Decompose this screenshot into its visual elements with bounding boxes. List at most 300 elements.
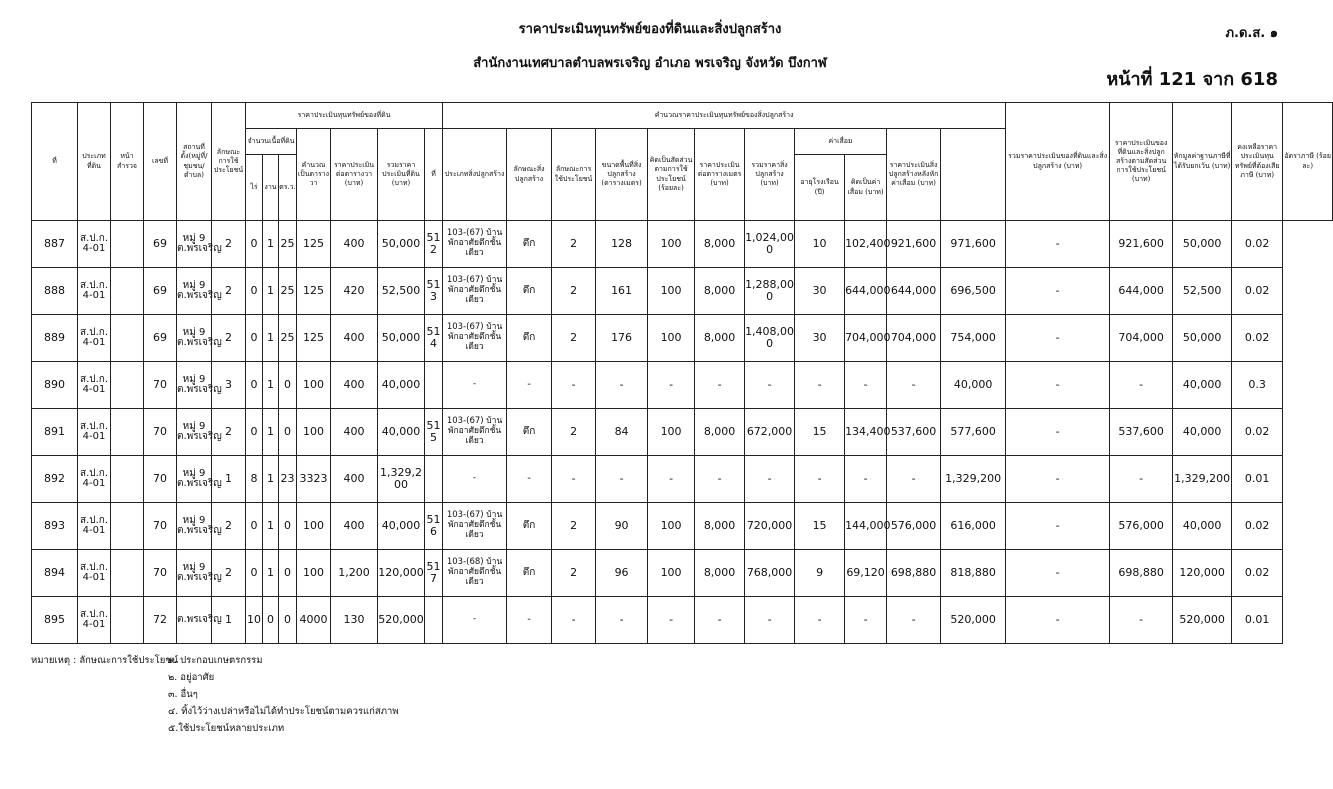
cell-bldg-char: ตึก [507, 221, 552, 268]
cell-bldg-no: 516 [425, 503, 443, 550]
cell-bldg-no: 515 [425, 409, 443, 456]
cell-no: 895 [32, 597, 78, 644]
cell-use-pct: - [648, 456, 695, 503]
cell-bldg-char: ตึก [507, 503, 552, 550]
cell-tax-rate: 0.02 [1232, 409, 1283, 456]
table-row [32, 362, 1333, 409]
cell-rai: 0 [246, 315, 263, 362]
cell-deduction: - [1110, 597, 1173, 644]
cell-bldg-char: ตึก [507, 409, 552, 456]
cell-tax-rate: 0.3 [1232, 362, 1283, 409]
cell-age: - [795, 362, 845, 409]
note-item: ๔. ทิ้งไว้ว่างเปล่าหรือไม่ได้ทำประโยชน์ตามควรแก่สภาพ [168, 706, 399, 717]
cell-use-type: 2 [212, 315, 246, 362]
cell-deduction: - [1110, 456, 1173, 503]
cell-wa: 0 [279, 597, 297, 644]
cell-land-type: ส.ป.ก. 4-01 [78, 503, 111, 550]
cell-deduction: 576,000 [1110, 503, 1173, 550]
col-header-bldg-char: ลักษณะสิ่งปลูกสร้าง [507, 129, 552, 221]
cell-location: หมู่ 9 ต.พรเจริญ [177, 550, 212, 597]
col-group-depreciation: ค่าเสื่อม [795, 129, 887, 155]
cell-price-per-sqm: 8,000 [695, 268, 745, 315]
col-header-price-per-sqwa: ราคาประเมินต่อตารางวา (บาท) [331, 129, 378, 221]
cell-bldg-type: 103-(67) บ้านพักอาศัยตึกชั้นเดียว [443, 268, 507, 315]
cell-bldg-char: - [507, 456, 552, 503]
cell-no: 893 [32, 503, 78, 550]
cell-number: 69 [144, 268, 177, 315]
table-row [32, 315, 1333, 362]
cell-use-ratio-value: - [1006, 362, 1110, 409]
cell-tax-rate: 0.02 [1232, 503, 1283, 550]
cell-wa: 25 [279, 221, 297, 268]
cell-bldg-total: 720,000 [745, 503, 795, 550]
cell-bldg-no: 517 [425, 550, 443, 597]
cell-use-type: 1 [212, 597, 246, 644]
cell-bldg-net: 698,880 [887, 550, 941, 597]
cell-bldg-char: ตึก [507, 268, 552, 315]
cell-survey-page [111, 315, 144, 362]
cell-bldg-use: - [552, 362, 596, 409]
cell-remaining: 50,000 [1173, 315, 1232, 362]
col-group-building: คำนวณราคาประเมินทุนทรัพย์ของสิ่งปลูกสร้าง [443, 103, 1006, 129]
note-item: ๓. อื่นๆ [168, 689, 198, 700]
cell-tax-rate: 0.02 [1232, 268, 1283, 315]
col-header-number: เลขที่ [144, 103, 177, 221]
notes-label: หมายเหตุ : ลักษณะการใช้ประโยชน์ [31, 655, 179, 666]
cell-tax-rate: 0.01 [1232, 597, 1283, 644]
col-header-land-type: ประเภทที่ดิน [78, 103, 111, 221]
cell-number: 70 [144, 456, 177, 503]
cell-ngan: 0 [263, 597, 279, 644]
cell-land-total: 40,000 [378, 362, 425, 409]
cell-bldg-type: - [443, 597, 507, 644]
cell-bldg-area: 84 [596, 409, 648, 456]
cell-rai: 0 [246, 409, 263, 456]
col-header-use-type: ลักษณะการใช้ประโยชน์ [212, 103, 246, 221]
cell-age: 10 [795, 221, 845, 268]
col-header-use-pct: คิดเป็นสัดส่วนตามการใช้ประโยชน์ (ร้อยละ) [648, 129, 695, 221]
cell-number: 70 [144, 550, 177, 597]
cell-land-type: ส.ป.ก. 4-01 [78, 409, 111, 456]
cell-ngan: 1 [263, 503, 279, 550]
col-header-bldg-area: ขนาดพื้นที่สิ่งปลูกสร้าง (ตารางเมตร) [596, 129, 648, 221]
cell-area-sqwa: 125 [297, 315, 331, 362]
cell-bldg-type: 103-(68) บ้านพักอาศัยตึกชั้นเดียว [443, 550, 507, 597]
cell-price-per-sqwa: 130 [331, 597, 378, 644]
cell-use-pct: 100 [648, 409, 695, 456]
cell-land-total: 40,000 [378, 409, 425, 456]
cell-use-type: 2 [212, 268, 246, 315]
cell-land-total: 40,000 [378, 503, 425, 550]
cell-survey-page [111, 503, 144, 550]
cell-bldg-total: 1,024,000 [745, 221, 795, 268]
col-header-bldg-type: ประเภทสิ่งปลูกสร้าง [443, 129, 507, 221]
cell-grand-total: 754,000 [941, 315, 1006, 362]
cell-depr-value: 704,000 [845, 315, 887, 362]
cell-price-per-sqm: - [695, 456, 745, 503]
cell-price-per-sqwa: 400 [331, 409, 378, 456]
cell-use-ratio-value: - [1006, 268, 1110, 315]
cell-depr-value: 134,400 [845, 409, 887, 456]
cell-depr-value: - [845, 362, 887, 409]
col-header-tax-rate: อัตราภาษี (ร้อยละ) [1283, 103, 1333, 221]
cell-age: 30 [795, 315, 845, 362]
cell-survey-page [111, 409, 144, 456]
cell-land-type: ส.ป.ก. 4-01 [78, 550, 111, 597]
cell-age: - [795, 456, 845, 503]
cell-location: หมู่ 9 ต.พรเจริญ [177, 221, 212, 268]
cell-grand-total: 616,000 [941, 503, 1006, 550]
cell-tax-rate: 0.02 [1232, 550, 1283, 597]
cell-survey-page [111, 362, 144, 409]
col-header-bldg-total: รวมราคาสิ่งปลูกสร้าง (บาท) [745, 129, 795, 221]
cell-rai: 0 [246, 268, 263, 315]
cell-bldg-total: 672,000 [745, 409, 795, 456]
cell-land-type: ส.ป.ก. 4-01 [78, 315, 111, 362]
cell-use-pct: 100 [648, 315, 695, 362]
cell-grand-total: 971,600 [941, 221, 1006, 268]
notes-section [31, 652, 399, 737]
cell-number: 69 [144, 221, 177, 268]
table-row [32, 221, 1333, 268]
cell-rai: 10 [246, 597, 263, 644]
cell-survey-page [111, 550, 144, 597]
cell-price-per-sqwa: 400 [331, 315, 378, 362]
cell-tax-rate: 0.01 [1232, 456, 1283, 503]
col-header-survey-page: หน้าสำรวจ [111, 103, 144, 221]
cell-area-sqwa: 100 [297, 362, 331, 409]
cell-bldg-char: - [507, 597, 552, 644]
col-group-area: จำนวนเนื้อที่ดิน [246, 129, 297, 155]
cell-area-sqwa: 100 [297, 503, 331, 550]
table-row [32, 550, 1333, 597]
cell-bldg-use: - [552, 597, 596, 644]
document-subtitle: สำนักงานเทศบาลตำบลพรเจริญ อำเภอ พรเจริญ จังหวัด บึงกาฬ [473, 56, 827, 71]
cell-rai: 0 [246, 362, 263, 409]
cell-use-ratio-value: - [1006, 315, 1110, 362]
cell-bldg-net: 704,000 [887, 315, 941, 362]
col-header-grand-total: รวมราคาประเมินของที่ดินและสิ่งปลูกสร้าง (บาท) [1006, 103, 1110, 221]
col-header-wa: ตร.ว. [279, 155, 297, 221]
cell-bldg-no [425, 597, 443, 644]
cell-wa: 25 [279, 315, 297, 362]
cell-price-per-sqm: 8,000 [695, 409, 745, 456]
cell-bldg-no: 514 [425, 315, 443, 362]
cell-price-per-sqwa: 400 [331, 503, 378, 550]
cell-no: 891 [32, 409, 78, 456]
cell-use-ratio-value: - [1006, 409, 1110, 456]
col-group-land: ราคาประเมินทุนทรัพย์ของที่ดิน [246, 103, 443, 129]
cell-bldg-char: ตึก [507, 550, 552, 597]
col-header-ngan: งาน [263, 155, 279, 221]
cell-depr-value: 644,000 [845, 268, 887, 315]
cell-age: 15 [795, 503, 845, 550]
cell-age: 30 [795, 268, 845, 315]
cell-bldg-net: 537,600 [887, 409, 941, 456]
cell-bldg-no: 513 [425, 268, 443, 315]
cell-bldg-no: 512 [425, 221, 443, 268]
cell-no: 887 [32, 221, 78, 268]
cell-use-type: 2 [212, 503, 246, 550]
cell-bldg-use: 2 [552, 221, 596, 268]
cell-price-per-sqwa: 420 [331, 268, 378, 315]
table-row [32, 503, 1333, 550]
cell-bldg-use: 2 [552, 550, 596, 597]
cell-no: 889 [32, 315, 78, 362]
cell-bldg-type: 103-(67) บ้านพักอาศัยตึกชั้นเดียว [443, 409, 507, 456]
cell-remaining: 40,000 [1173, 503, 1232, 550]
cell-location: หมู่ 9 ต.พรเจริญ [177, 456, 212, 503]
col-header-age: อายุโรงเรือน (ปี) [795, 155, 845, 221]
cell-remaining: 1,329,200 [1173, 456, 1232, 503]
cell-wa: 0 [279, 409, 297, 456]
cell-rai: 0 [246, 221, 263, 268]
col-header-bldg-no: ที่ [425, 129, 443, 221]
cell-bldg-char: - [507, 362, 552, 409]
cell-bldg-total: 1,288,000 [745, 268, 795, 315]
col-header-rai: ไร่ [246, 155, 263, 221]
cell-bldg-area: 90 [596, 503, 648, 550]
cell-price-per-sqm: - [695, 597, 745, 644]
cell-bldg-no [425, 362, 443, 409]
cell-land-type: ส.ป.ก. 4-01 [78, 268, 111, 315]
cell-use-pct: 100 [648, 503, 695, 550]
cell-bldg-use: 2 [552, 268, 596, 315]
cell-grand-total: 40,000 [941, 362, 1006, 409]
table-row [32, 268, 1333, 315]
cell-price-per-sqwa: 400 [331, 362, 378, 409]
cell-price-per-sqwa: 400 [331, 456, 378, 503]
col-header-area-sqwa: คำนวณเป็นตารางวา [297, 129, 331, 221]
cell-survey-page [111, 268, 144, 315]
col-header-land-total: รวมราคาประเมินที่ดิน (บาท) [378, 129, 425, 221]
cell-use-pct: - [648, 362, 695, 409]
note-item: ๕.ใช้ประโยชน์หลายประเภท [168, 723, 285, 734]
cell-price-per-sqm: 8,000 [695, 503, 745, 550]
cell-bldg-total: 1,408,000 [745, 315, 795, 362]
cell-bldg-net: - [887, 597, 941, 644]
cell-tax-rate: 0.02 [1232, 315, 1283, 362]
cell-use-ratio-value: - [1006, 221, 1110, 268]
cell-bldg-type: 103-(67) บ้านพักอาศัยตึกชั้นเดียว [443, 503, 507, 550]
cell-ngan: 1 [263, 550, 279, 597]
note-item: ๑. ประกอบเกษตรกรรม [168, 655, 263, 666]
col-header-use-ratio-value: ราคาประเมินของที่ดินและสิ่งปลูกสร้างตามสัดส่วนการใช้ประโยชน์ (บาท) [1110, 103, 1173, 221]
cell-no: 892 [32, 456, 78, 503]
cell-bldg-total: - [745, 597, 795, 644]
table-body [32, 221, 1333, 644]
cell-land-type: ส.ป.ก. 4-01 [78, 221, 111, 268]
cell-survey-page [111, 456, 144, 503]
cell-use-pct: 100 [648, 221, 695, 268]
cell-tax-rate: 0.02 [1232, 221, 1283, 268]
cell-bldg-area: 128 [596, 221, 648, 268]
col-header-deduction: หักมูลค่าฐานภาษีที่ได้รับยกเว้น (บาท) [1173, 103, 1232, 221]
col-header-no: ที่ [32, 103, 78, 221]
cell-depr-value: - [845, 456, 887, 503]
cell-use-type: 2 [212, 409, 246, 456]
cell-age: - [795, 597, 845, 644]
cell-land-total: 50,000 [378, 221, 425, 268]
cell-wa: 23 [279, 456, 297, 503]
cell-remaining: 50,000 [1173, 221, 1232, 268]
cell-bldg-total: - [745, 456, 795, 503]
cell-bldg-net: 644,000 [887, 268, 941, 315]
cell-deduction: 704,000 [1110, 315, 1173, 362]
cell-number: 70 [144, 409, 177, 456]
cell-land-total: 52,500 [378, 268, 425, 315]
cell-rai: 8 [246, 456, 263, 503]
col-header-location: สถานที่ตั้ง(หมู่ที่/ชุมชน/ตำบล) [177, 103, 212, 221]
cell-bldg-area: - [596, 597, 648, 644]
cell-bldg-area: - [596, 362, 648, 409]
cell-rai: 0 [246, 550, 263, 597]
cell-bldg-total: 768,000 [745, 550, 795, 597]
col-header-bldg-use: ลักษณะการใช้ประโยชน์ [552, 129, 596, 221]
cell-bldg-total: - [745, 362, 795, 409]
cell-number: 69 [144, 315, 177, 362]
cell-remaining: 520,000 [1173, 597, 1232, 644]
cell-bldg-net: 576,000 [887, 503, 941, 550]
cell-wa: 25 [279, 268, 297, 315]
table-row [32, 409, 1333, 456]
cell-bldg-net: - [887, 362, 941, 409]
cell-price-per-sqm: 8,000 [695, 550, 745, 597]
cell-land-total: 50,000 [378, 315, 425, 362]
cell-land-total: 120,000 [378, 550, 425, 597]
cell-no: 888 [32, 268, 78, 315]
cell-ngan: 1 [263, 409, 279, 456]
cell-number: 72 [144, 597, 177, 644]
cell-use-pct: 100 [648, 268, 695, 315]
cell-location: หมู่ 9 ต.พรเจริญ [177, 362, 212, 409]
cell-ngan: 1 [263, 362, 279, 409]
cell-survey-page [111, 597, 144, 644]
cell-bldg-type: 103-(67) บ้านพักอาศัยตึกชั้นเดียว [443, 315, 507, 362]
cell-bldg-area: 161 [596, 268, 648, 315]
cell-ngan: 1 [263, 268, 279, 315]
cell-use-ratio-value: - [1006, 456, 1110, 503]
cell-ngan: 1 [263, 456, 279, 503]
cell-use-type: 1 [212, 456, 246, 503]
cell-remaining: 40,000 [1173, 409, 1232, 456]
cell-area-sqwa: 4000 [297, 597, 331, 644]
cell-land-type: ส.ป.ก. 4-01 [78, 362, 111, 409]
cell-grand-total: 1,329,200 [941, 456, 1006, 503]
cell-area-sqwa: 125 [297, 221, 331, 268]
cell-use-type: 2 [212, 221, 246, 268]
cell-wa: 0 [279, 503, 297, 550]
cell-bldg-net: 921,600 [887, 221, 941, 268]
cell-remaining: 40,000 [1173, 362, 1232, 409]
cell-grand-total: 696,500 [941, 268, 1006, 315]
col-header-depr-value: คิดเป็นค่าเสื่อม (บาท) [845, 155, 887, 221]
cell-land-total: 520,000 [378, 597, 425, 644]
col-header-price-per-sqm: ราคาประเมินต่อตารางเมตร (บาท) [695, 129, 745, 221]
cell-grand-total: 520,000 [941, 597, 1006, 644]
note-item: ๒. อยู่อาศัย [168, 672, 215, 683]
cell-use-pct: - [648, 597, 695, 644]
cell-no: 894 [32, 550, 78, 597]
cell-depr-value: - [845, 597, 887, 644]
cell-bldg-use: 2 [552, 409, 596, 456]
cell-deduction: 921,600 [1110, 221, 1173, 268]
cell-deduction: 537,600 [1110, 409, 1173, 456]
page-indicator: หน้าที่ 121 จาก 618 [1106, 69, 1278, 90]
cell-depr-value: 102,400 [845, 221, 887, 268]
cell-number: 70 [144, 503, 177, 550]
cell-area-sqwa: 125 [297, 268, 331, 315]
cell-bldg-use: 2 [552, 315, 596, 362]
cell-bldg-use: 2 [552, 503, 596, 550]
cell-bldg-no [425, 456, 443, 503]
assessment-table [31, 102, 1333, 644]
cell-ngan: 1 [263, 221, 279, 268]
cell-use-pct: 100 [648, 550, 695, 597]
cell-bldg-type: 103-(67) บ้านพักอาศัยตึกชั้นเดียว [443, 221, 507, 268]
document-title: ราคาประเมินทุนทรัพย์ของที่ดินและสิ่งปลูกสร้าง [518, 22, 782, 37]
table-row [32, 456, 1333, 503]
cell-grand-total: 818,880 [941, 550, 1006, 597]
cell-deduction: - [1110, 362, 1173, 409]
cell-bldg-area: 176 [596, 315, 648, 362]
cell-bldg-area: - [596, 456, 648, 503]
cell-use-ratio-value: - [1006, 503, 1110, 550]
cell-location: ต.พรเจริญ [177, 597, 212, 644]
cell-deduction: 698,880 [1110, 550, 1173, 597]
cell-area-sqwa: 3323 [297, 456, 331, 503]
cell-bldg-type: - [443, 362, 507, 409]
cell-remaining: 120,000 [1173, 550, 1232, 597]
form-code: ภ.ด.ส. ๑ [1225, 26, 1278, 41]
cell-number: 70 [144, 362, 177, 409]
col-header-remaining: คงเหลือราคาประเมินทุนทรัพย์ที่ต้องเสียภาษี (บาท) [1232, 103, 1283, 221]
cell-bldg-area: 96 [596, 550, 648, 597]
cell-price-per-sqm: - [695, 362, 745, 409]
cell-age: 9 [795, 550, 845, 597]
cell-bldg-use: - [552, 456, 596, 503]
col-header-bldg-net: ราคาประเมินสิ่งปลูกสร้างหลังหักค่าเสื่อม (บาท) [887, 129, 941, 221]
cell-depr-value: 69,120 [845, 550, 887, 597]
cell-bldg-char: ตึก [507, 315, 552, 362]
cell-use-ratio-value: - [1006, 597, 1110, 644]
cell-area-sqwa: 100 [297, 550, 331, 597]
cell-location: หมู่ 9 ต.พรเจริญ [177, 268, 212, 315]
cell-price-per-sqm: 8,000 [695, 315, 745, 362]
cell-price-per-sqm: 8,000 [695, 221, 745, 268]
cell-depr-value: 144,000 [845, 503, 887, 550]
cell-bldg-net: - [887, 456, 941, 503]
cell-land-total: 1,329,200 [378, 456, 425, 503]
table-row [32, 597, 1333, 644]
cell-location: หมู่ 9 ต.พรเจริญ [177, 503, 212, 550]
cell-location: หมู่ 9 ต.พรเจริญ [177, 409, 212, 456]
cell-use-type: 3 [212, 362, 246, 409]
cell-bldg-type: - [443, 456, 507, 503]
cell-use-type: 2 [212, 550, 246, 597]
cell-rai: 0 [246, 503, 263, 550]
cell-land-type: ส.ป.ก. 4-01 [78, 456, 111, 503]
cell-grand-total: 577,600 [941, 409, 1006, 456]
cell-location: หมู่ 9 ต.พรเจริญ [177, 315, 212, 362]
cell-wa: 0 [279, 362, 297, 409]
cell-land-type: ส.ป.ก. 4-01 [78, 597, 111, 644]
cell-wa: 0 [279, 550, 297, 597]
cell-deduction: 644,000 [1110, 268, 1173, 315]
cell-ngan: 1 [263, 315, 279, 362]
cell-remaining: 52,500 [1173, 268, 1232, 315]
cell-use-ratio-value: - [1006, 550, 1110, 597]
